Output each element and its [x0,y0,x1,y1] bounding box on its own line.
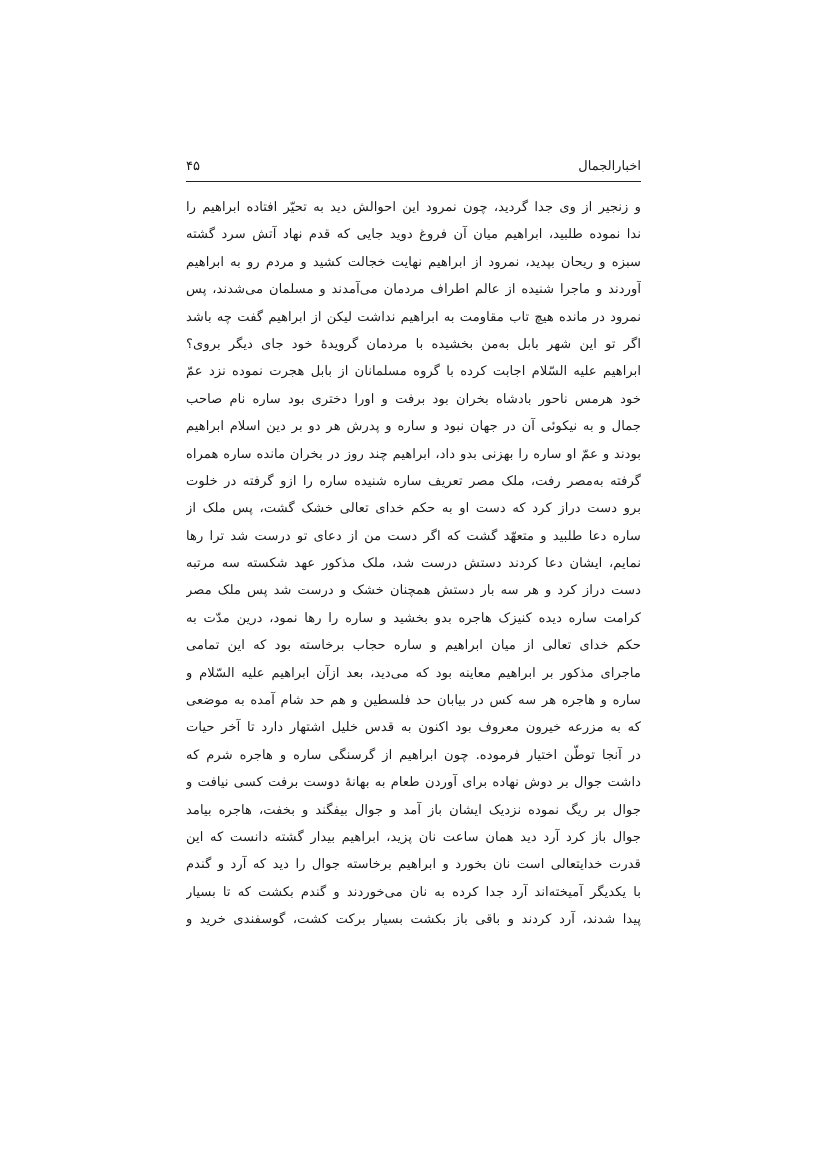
header-rule [186,181,641,182]
text-line: با یکدیگر آمیخته‌اند آرد جدا کرده به نان می‌خوردند و گندم بکشت که تا بسیار [186,884,641,900]
text-line: سبزه و ریحان بپدید، نمرود از ابراهیم نهایت خجالت کشید و مردم رو به ابراهیم [186,254,641,270]
text-line: ساره دعا طلبید و متعهّد گشت که اگر دست من از دعای تو درست شد ترا رها [186,528,641,544]
text-line: حکم خدای تعالی از میان ابراهیم و ساره حجاب برخاسته بود که این تمامی [186,638,641,654]
text-line: ساره و هاجره هر سه کس در بیابان حد فلسطین و هم حد شام آمده به موضعی [186,693,641,709]
text-line: گرفته به‌مصر رفت، ملک مصر تعریف ساره شنیده ساره را ازو گرفته در خلوت [186,473,641,489]
text-line: جمال و به نیکوئی آن در جهان نبود و ساره و پدرش هر دو بر دین اسلام ابراهیم [186,419,641,435]
body-text [186,194,641,934]
text-line: دست دراز کرد و هر سه بار دستش همچنان خشک و درست شد پس ملک مصر [186,583,641,599]
text-line: نمرود در مانده هیچ تاب مقاومت به ابراهیم نداشت لیکن از ابراهیم گفت چه باشد [186,309,641,325]
page-number: ۴۵ [186,159,200,174]
text-line: جوال بر ریگ نموده نزدیک ایشان باز آمد و جوال بیفگند و بخفت، هاجره بیامد [186,802,641,818]
running-header [186,148,641,174]
text-line: که به مزرعه خیرون معروف بود اکنون به قدس خلیل اشتهار دارد تا آخر حیات [186,720,641,736]
text-line: نمایم، ایشان دعا کردند دستش درست شد، ملک مذکور عهد شکسته سه مرتبه [186,556,641,572]
text-line: ماجرای مذکور بر ابراهیم معاینه بود که می‌دید، بعد ازآن ابراهیم علیه السّلام و [186,665,641,681]
text-line: داشت جوال بر دوش نهاده برای آوردن طعام به بهانهٔ دوست برفت کسی نیافت و [186,775,641,791]
text-line: کرامت ساره دیده کنیزک هاجره بدو بخشید و ساره را رها نمود، درین مدّت به [186,610,641,626]
text-line: قدرت خدایتعالی است نان بخورد و ابراهیم برخاسته جوال را دید که آرد و گندم [186,857,641,873]
text-line: برو دست دراز کرد که دست او به حکم خدای تعالی خشک گشت، پس ملک از [186,501,641,517]
text-line: ندا نموده طلبید، ابراهیم میان آن فروغ دوید جایی که قدم نهاد آتش سرد گشته [186,227,641,243]
text-line: پیدا شدند، آرد کردند و باقی باز بکشت بسیار برکت کشت، گوسفندی خرید و [186,912,641,928]
text-line: و زنجیر از وی جدا گردید، چون نمرود این احوالش دید به تحیّر افتاده ابراهیم را [186,200,641,215]
text-line: ابراهیم علیه السّلام اجابت کرده با گروه مسلمانان از بابل هجرت نموده نزد عمّ [186,364,641,380]
text-line: بودند و عمّ او ساره را بهزنی بدو داد، ابراهیم چند روز در بخران مانده ساره همراه [186,446,641,462]
text-line: در آنجا توطّن اختیار فرموده. چون ابراهیم از گرسنگی ساره و هاجره شرم که [186,747,641,763]
text-line: اگر تو این شهر بابل به‌من بخشیده با مردمان گرویدهٔ خود جای دیگر بروی؟ [186,336,641,352]
text-line: آوردند و ماجرا شنیده از عالم اطراف مردمان می‌آمدند و مسلمان می‌شدند، پس [186,282,641,298]
text-line: جوال باز کرد آرد دید همان ساعت نان پزید، ابراهیم بیدار گشته دانست که این [186,829,641,845]
text-line: خود هرمس ناحور بادشاه بخران بود برفت و اورا دختری بود ساره نام صاحب [186,391,641,407]
running-title: اخبارالجمال [578,159,641,174]
